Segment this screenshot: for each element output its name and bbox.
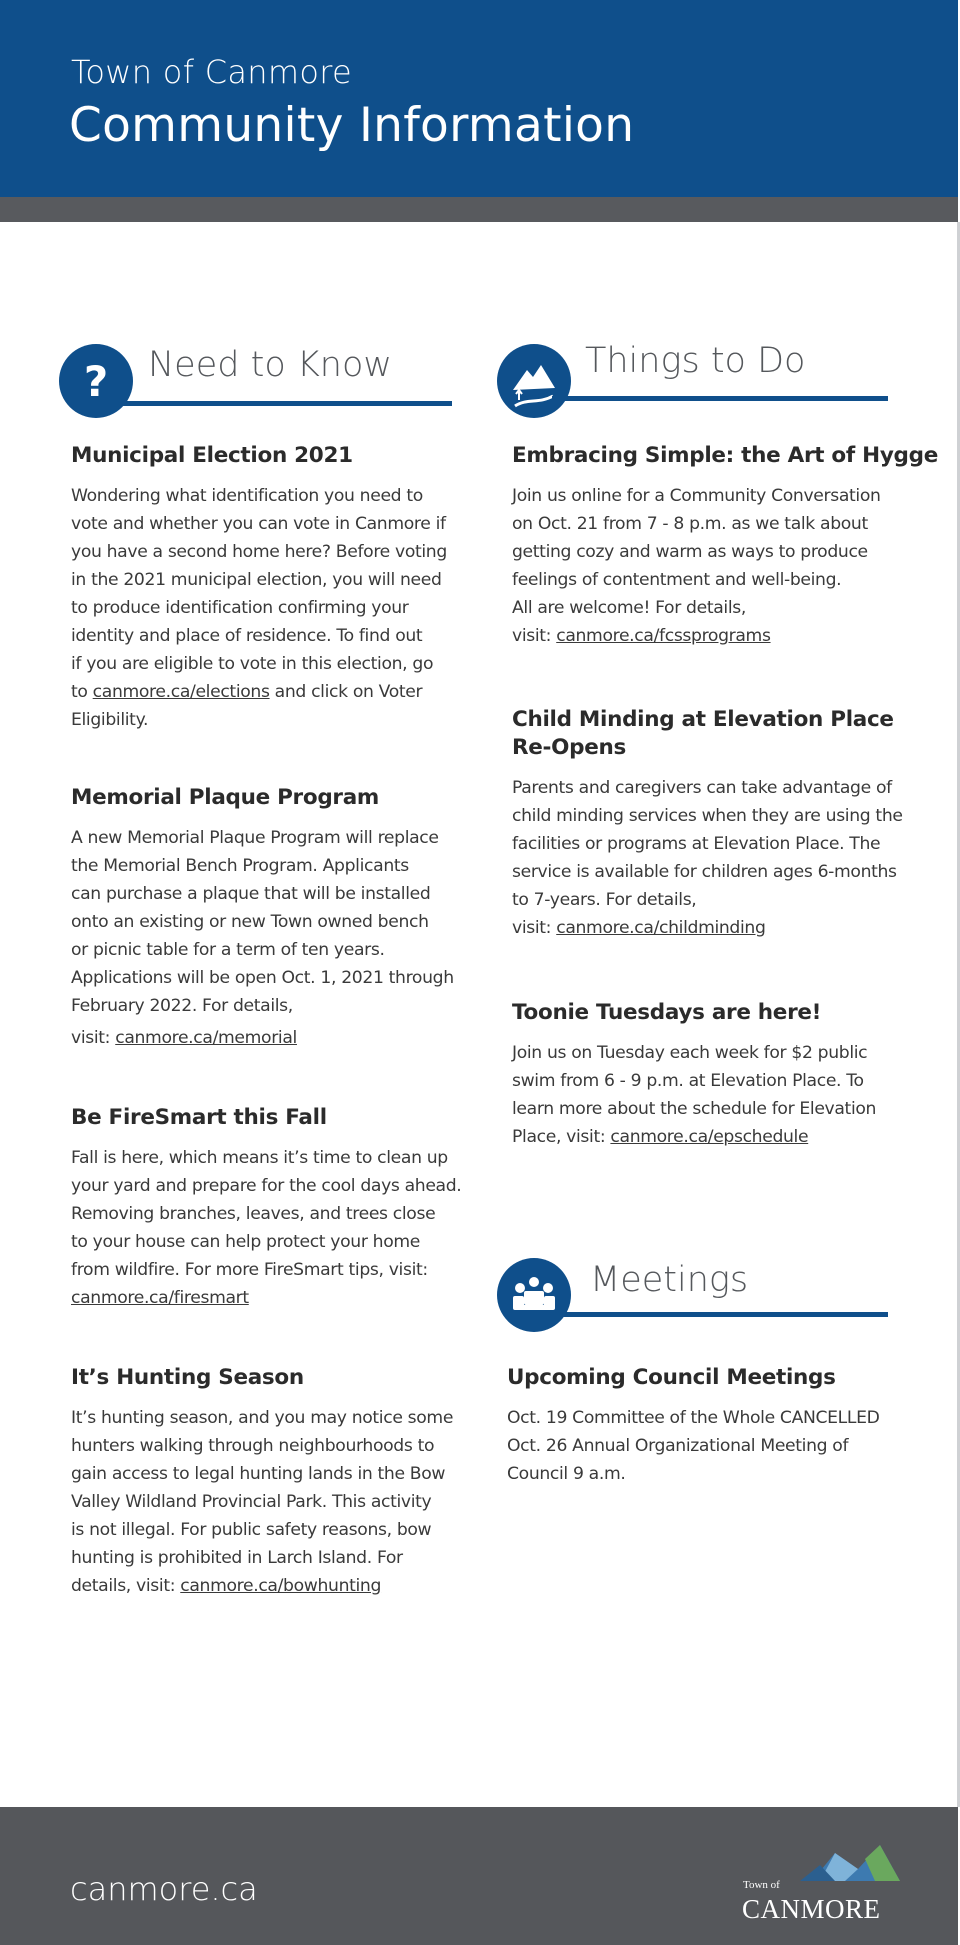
memorial-link[interactable]: canmore.ca/memorial	[115, 1028, 297, 1048]
logo-town-of: Town of	[743, 1879, 780, 1891]
article-memorial-plaque	[71, 784, 454, 1052]
article-title: It’s Hunting Season	[71, 1365, 304, 1390]
epschedule-link[interactable]: canmore.ca/epschedule	[610, 1127, 809, 1147]
fcssprograms-link[interactable]: canmore.ca/fcssprograms	[556, 626, 771, 646]
section-rule	[552, 1312, 888, 1317]
article-hygge	[512, 442, 939, 650]
article-title: Memorial Plaque Program	[71, 785, 380, 810]
mountain-river-icon	[497, 344, 571, 418]
article-title: Upcoming Council Meetings	[507, 1365, 836, 1390]
article-body: A new Memorial Plaque Program will replace the Memorial Bench Program. Applicants can purchase a plaque that will be installed onto an existing or new Town owned bench or picnic table for a term of ten years. Applications will be open Oct. 1, 2021 through February 2022. For details, visit: canmore.ca/memorial	[71, 828, 454, 1048]
article-body: Oct. 19 Committee of the Whole CANCELLED Oct. 26 Annual Organizational Meeting of Council 9 a.m.	[507, 1408, 880, 1484]
section-rule	[112, 401, 452, 406]
elections-link[interactable]: canmore.ca/elections	[92, 682, 270, 702]
question-icon	[59, 344, 133, 418]
article-council-meetings	[507, 1364, 887, 1488]
article-body: It’s hunting season, and you may notice some hunters walking through neighbourhoods to gain access to legal hunting lands in the Bow Valley Wildland Provincial Park. This activity is not illegal. For public safety reasons, bow hunting is prohibited in Larch Island. For details, visit: canmore.ca/bowhunting	[71, 1408, 454, 1596]
section-title: Things to Do	[585, 341, 806, 381]
article-municipal-election	[71, 442, 451, 734]
article-title: Child Minding at Elevation Place Re-Opens	[512, 707, 894, 760]
meeting-icon	[497, 1258, 571, 1332]
article-title: Municipal Election 2021	[71, 443, 353, 468]
logo-canmore: CANMORE	[742, 1894, 881, 1924]
header-subtitle: Town of Canmore	[71, 53, 352, 91]
section-title: Meetings	[590, 1260, 749, 1300]
article-body: Join us online for a Community Conversation on Oct. 21 from 7 - 8 p.m. as we talk about getting cozy and warm as ways to produce feelings of contentment and well-being. All are welcome! For details, visit: canmore.ca/fcssprograms	[512, 486, 881, 646]
footer-url[interactable]: canmore.ca	[70, 1870, 258, 1908]
section-title: Need to Know	[148, 345, 393, 385]
article-body: Wondering what identification you need to vote and whether you can vote in Canmore if you have a second home here? Before voting in the 2021 municipal election, you will need to produce identification confirming your identity and place of residence. To find out if you are eligible to vote in this election, go to canmore.ca/elections and click on Voter Eligibility.	[71, 486, 447, 730]
article-child-minding	[512, 706, 903, 942]
article-toonie-tuesdays	[512, 999, 892, 1151]
canmore-logo	[740, 1839, 905, 1929]
firesmart-link[interactable]: canmore.ca/firesmart	[71, 1288, 249, 1308]
childminding-link[interactable]: canmore.ca/childminding	[556, 918, 766, 938]
svg-text:?: ?	[83, 357, 109, 406]
page-header	[0, 0, 958, 197]
article-title: Be FireSmart this Fall	[71, 1105, 327, 1130]
article-body: Parents and caregivers can take advantage of child minding services when they are using the facilities or programs at Elevation Place. The service is available for children ages 6-months to 7-years. For details, visit: canmore.ca/childminding	[512, 778, 903, 938]
page-title: Community Information	[69, 98, 635, 153]
article-firesmart	[71, 1104, 462, 1312]
section-rule	[552, 396, 888, 401]
header-band	[0, 197, 958, 222]
page-footer	[0, 1807, 958, 1945]
article-hunting-season	[71, 1364, 454, 1600]
article-title: Embracing Simple: the Art of Hygge	[512, 443, 939, 468]
article-body: Fall is here, which means it’s time to clean up your yard and prepare for the cool days ahead. Removing branches, leaves, and trees close to your house can help protect your home from wildfire. For more FireSmart tips, visit: canmore.ca/firesmart	[71, 1148, 462, 1308]
bowhunting-link[interactable]: canmore.ca/bowhunting	[180, 1576, 382, 1596]
article-body: Join us on Tuesday each week for $2 public swim from 6 - 9 p.m. at Elevation Place. To learn more about the schedule for Elevation Place, visit: canmore.ca/epschedule	[512, 1043, 877, 1147]
article-title: Toonie Tuesdays are here!	[512, 1000, 822, 1025]
